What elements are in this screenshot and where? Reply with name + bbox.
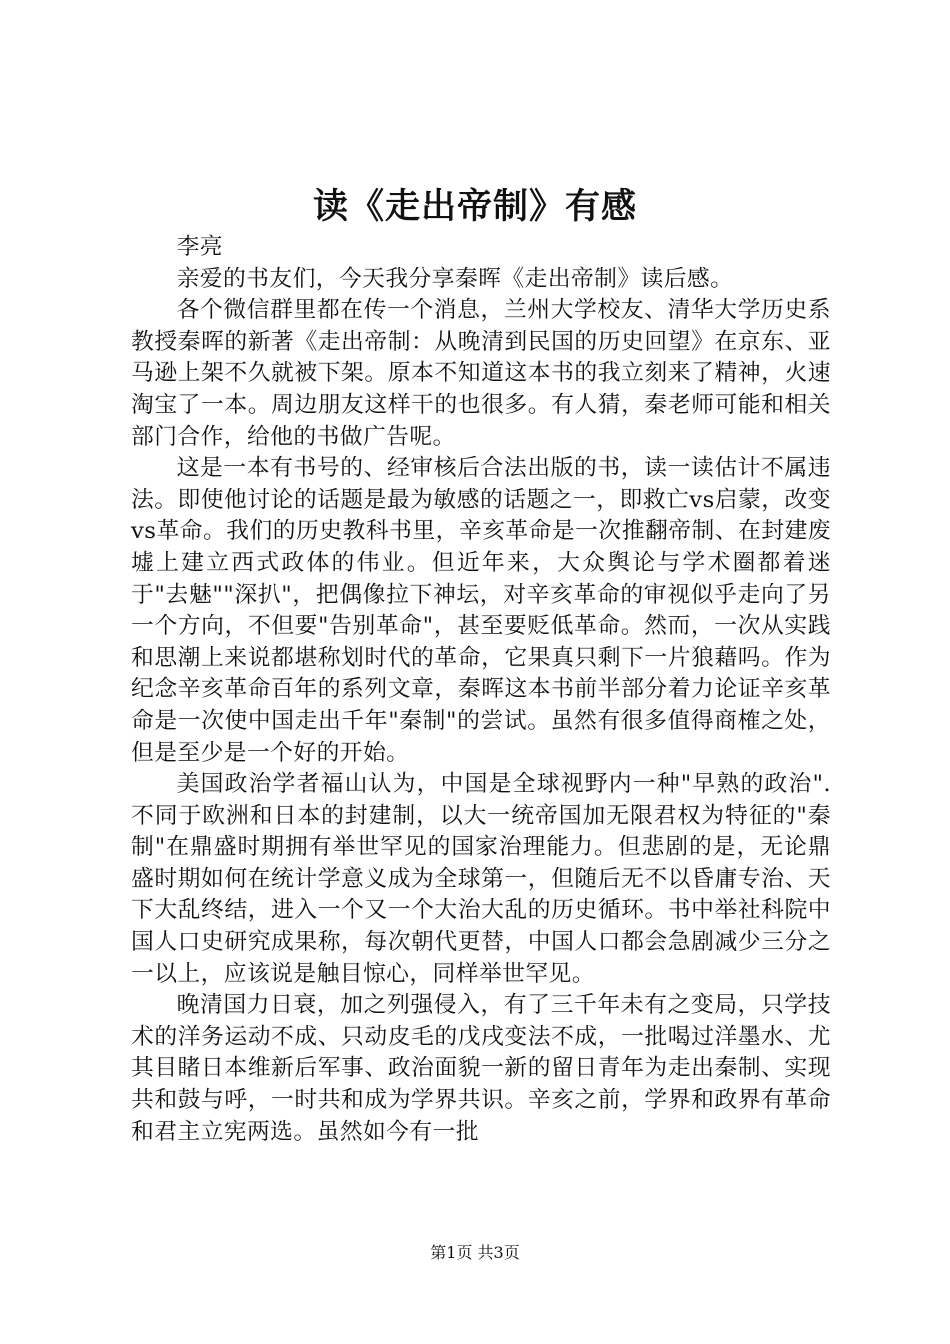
paragraph-4: 晚清国力日衰，加之列强侵入，有了三千年未有之变局，只学技术的洋务运动不成、只动皮毛的戊戌变法不成，一批喝过洋墨水、尤其目睹日本维新后军事、政治面貌一新的留日青年为走出秦制、实现共和鼓与呼，一时共和成为学界共识。辛亥之前，学界和政界有革命和君主立宪两选。虽然如今有一批 — [131, 992, 831, 1145]
paragraph-2: 这是一本有书号的、经审核后合法出版的书，读一读估计不属违法。即使他讨论的话题是最为敏感的话题之一，即救亡vs启蒙，改变vs革命。我们的历史教科书里，辛亥革命是一次推翻帝制、在封建废墟上建立西式政体的伟业。但近年来，大众舆论与学术圈都着迷于"去魅""深扒"，把偶像拉下神坛，对辛亥革命的审视似乎走向了另一个方向，不但要"告别革命"，甚至要贬低革命。然而，一次从实践和思潮上来说都堪称划时代的革命，它果真只剩下一片狼藉吗。作为纪念辛亥革命百年的系列文章，秦晖这本书前半部分着力论证辛亥革命是一次使中国走出千年"秦制"的尝试。虽然有很多值得商榷之处，但是至少是一个好的开始。 — [131, 455, 831, 766]
page-footer: 第1页 共3页 — [430, 1243, 520, 1262]
document-body — [131, 232, 831, 1148]
paragraph-3: 美国政治学者福山认为，中国是全球视野内一种"早熟的政治".不同于欧洲和日本的封建制，以大一统帝国加无限君权为特征的"秦制"在鼎盛时期拥有举世罕见的国家治理能力。但悲剧的是，无论鼎盛时期如何在统计学意义成为全球第一，但随后无不以昏庸专治、天下大乱终结，进入一个又一个大治大乱的历史循环。书中举社科院中国人口史研究成果称，每次朝代更替，中国人口都会急剧减少三分之一以上，应该说是触目惊心，同样举世罕见。 — [131, 771, 831, 987]
paragraph-intro: 亲爱的书友们，今天我分享秦晖《走出帝制》读后感。 — [176, 265, 734, 292]
document-title: 读《走出帝制》有感 — [312, 186, 637, 227]
author-line: 李亮 — [176, 234, 223, 260]
paragraph-1: 各个微信群里都在传一个消息，兰州大学校友、清华大学历史系教授秦晖的新著《走出帝制：从晚清到民国的历史回望》在京东、亚马逊上架不久就被下架。原本不知道这本书的我立刻来了精神，火速淘宝了一本。周边朋友这样干的也很多。有人猜，秦老师可能和相关部门合作，给他的书做广告呢。 — [131, 297, 831, 450]
